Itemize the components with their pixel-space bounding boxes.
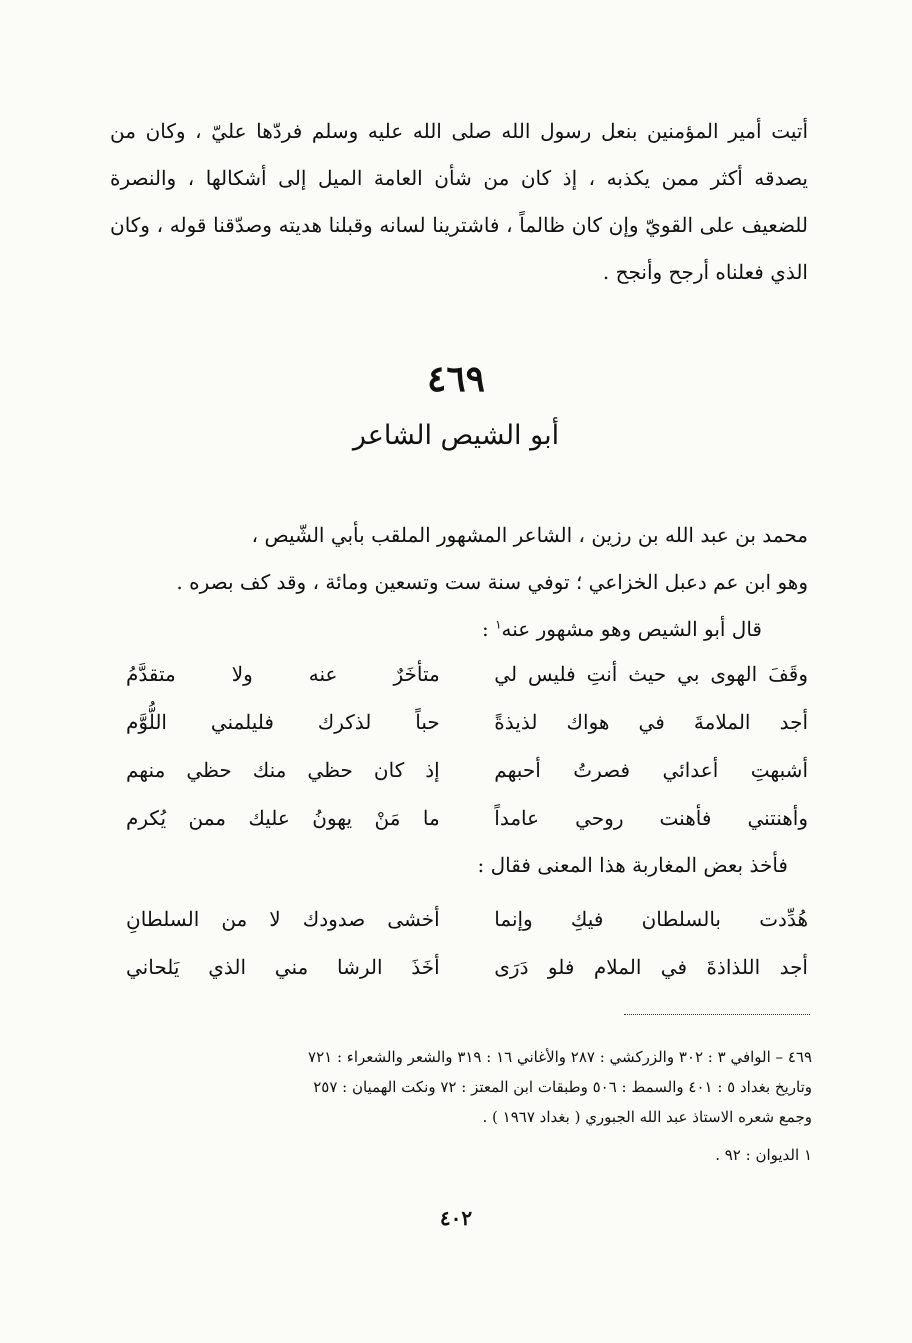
intro-paragraph: أتيت أمير المؤمنين بنعل رسول الله صلى الله عليه وسلم فردّها عليّ ، وكان من يصدقه أكثر ممن يكذبه ، إذ كان من شأن العامة الميل إلى أشكالها ، والنصرة للضعيف على القويّ وإن كان ظالماً ، فاشترينا لسانه وقبلنا هديته وصدّقنا قوله ، وكان الذي فعلناه أرجح وأنجح . bbox=[110, 119, 808, 284]
entry-title: أبو الشيص الشاعر bbox=[352, 420, 560, 451]
transition-text: فأخذ بعض المغاربة هذا المعنى فقال : bbox=[477, 853, 788, 877]
bio-line-2: وهو ابن عم دعبل الخزاعي ؛ توفي سنة ست وتسعين ومائة ، وقد كف بصره . bbox=[176, 570, 808, 594]
intro-paragraph-block bbox=[110, 108, 808, 296]
verse-first-hemistich: وأهنتني فأهنت روحي عامداً bbox=[494, 806, 808, 830]
reference-line-1: ٤٦٩ – الوافي ٣ : ٣٠٢ والزركشي : ٢٨٧ والأغاني ١٦ : ٣١٩ والشعر والشعراء : ٧٢١ bbox=[308, 1048, 812, 1066]
page-number: ٤٠٢ bbox=[439, 1206, 473, 1230]
bio-line-1: محمد بن عبد الله بن رزين ، الشاعر المشهور الملقب بأبي الشّيص ، bbox=[251, 523, 808, 547]
bio-line-3 bbox=[110, 606, 808, 653]
verse-first-hemistich: أجد اللذاذةَ في الملام فلو دَرَى bbox=[494, 955, 808, 979]
verse bbox=[126, 895, 808, 943]
verse bbox=[126, 746, 808, 794]
verse-first-hemistich: أشبهتِ أعدائي فصرتُ أحبهم bbox=[494, 758, 808, 782]
verse-second-hemistich: متأخَرٌ عنه ولا متقدَّمُ bbox=[126, 662, 440, 686]
bio-line-3-colon: : bbox=[481, 617, 496, 641]
verse-second-hemistich: حباً لذكرك فليلمني اللُّوَّم bbox=[126, 710, 440, 734]
verse-second-hemistich: أخَذَ الرشا مني الذي يَلحاني bbox=[126, 955, 440, 979]
verse bbox=[126, 943, 808, 991]
poem-2 bbox=[126, 895, 808, 991]
entry-number: ٤٦٩ bbox=[426, 358, 485, 400]
verse-first-hemistich: وقَفَ الهوى بي حيث أنتِ فليس لي bbox=[494, 662, 808, 686]
verse-second-hemistich: ما مَنْ يهونُ عليك ممن يُكرم bbox=[126, 806, 440, 830]
bio-line-3-text: قال أبو الشيص وهو مشهور عنه bbox=[501, 617, 762, 641]
footnote-1: ١ الديوان : ٩٢ . bbox=[715, 1146, 812, 1164]
verse-second-hemistich: أخشى صدودك لا من السلطانِ bbox=[126, 907, 440, 931]
verse-first-hemistich: هُدِّدت بالسلطان فيكِ وإنما bbox=[494, 907, 808, 931]
verse-first-hemistich: أجد الملامةَ في هواك لذيذةً bbox=[494, 710, 808, 734]
poem-1 bbox=[126, 650, 808, 842]
verse bbox=[126, 698, 808, 746]
footnote-marker: ١ bbox=[495, 617, 502, 632]
reference-line-3: وجمع شعره الاستاذ عبد الله الجبوري ( بغداد ١٩٦٧ ) . bbox=[482, 1108, 812, 1126]
transition-line bbox=[110, 842, 808, 889]
footnote-divider bbox=[624, 1014, 810, 1015]
verse bbox=[126, 650, 808, 698]
biography-block bbox=[110, 512, 808, 653]
verse bbox=[126, 794, 808, 842]
footnotes-block bbox=[110, 1042, 812, 1170]
verse-second-hemistich: إذ كان حظي منك حظي منهم bbox=[126, 758, 440, 782]
reference-line-2: وتاريخ بغداد ٥ : ٤٠١ والسمط : ٥٠٦ وطبقات ابن المعتز : ٧٢ ونكت الهميان : ٢٥٧ bbox=[313, 1078, 812, 1096]
